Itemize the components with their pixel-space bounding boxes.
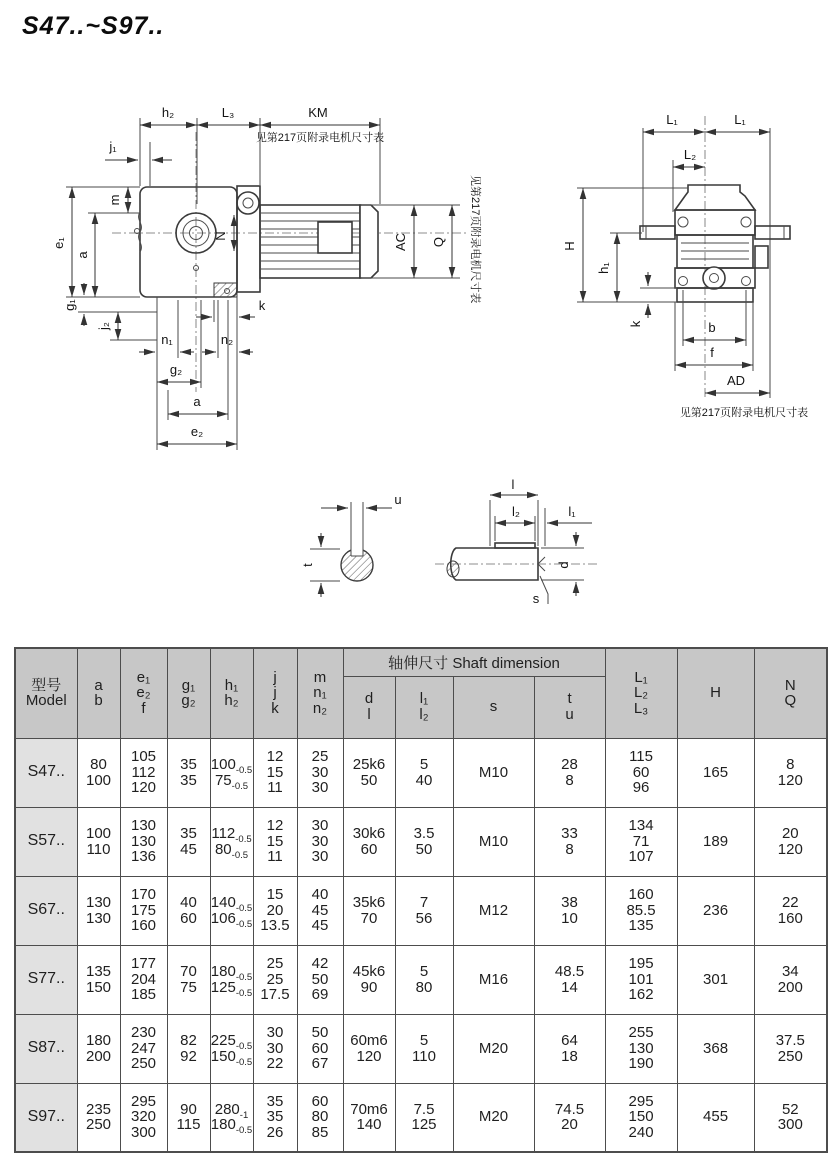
cell-l12: 5 110 <box>395 1014 453 1083</box>
cell-h: $100_{-0.5}$ $75_{-0.5}$ <box>210 738 253 807</box>
page-title: S47..~S97.. <box>22 12 165 40</box>
cell-H: 189 <box>677 807 754 876</box>
col-header-model-zh: 型号 <box>31 676 62 694</box>
cell-H: 301 <box>677 945 754 1014</box>
cell-model: S87.. <box>15 1014 77 1083</box>
cell-s: M20 <box>453 1014 534 1083</box>
dim-label-d: d <box>556 561 571 569</box>
cell-dl: 30k6 60 <box>343 807 395 876</box>
cell-l12: 5 40 <box>395 738 453 807</box>
dim-label-AD: AD <box>726 373 746 388</box>
cell-l12: 7 56 <box>395 876 453 945</box>
dim-label-s: s <box>532 591 540 606</box>
col-header-H: H <box>677 648 754 738</box>
cell-mn: 40 45 45 <box>297 876 343 945</box>
cell-ef: 230 247 250 <box>120 1014 167 1083</box>
dim-label-AC: AC <box>393 232 408 252</box>
col-header-h: h₁ h₂ <box>210 648 253 738</box>
cell-jk: 35 35 26 <box>253 1083 297 1152</box>
cell-L: 134 71 107 <box>605 807 677 876</box>
cell-l12: 5 80 <box>395 945 453 1014</box>
cell-g: 35 35 <box>167 738 210 807</box>
cell-l12: 7.5 125 <box>395 1083 453 1152</box>
col-header-mn: m n₁ n₂ <box>297 648 343 738</box>
cell-H: 368 <box>677 1014 754 1083</box>
dim-label-k-side: k <box>258 298 266 313</box>
motor-note-vertical-text: 见第217页附录电机尺寸表 <box>469 175 481 304</box>
cell-dl: 25k6 50 <box>343 738 395 807</box>
cell-tu: 48.5 14 <box>534 945 605 1014</box>
cell-mn: 50 60 67 <box>297 1014 343 1083</box>
dim-label-m: m <box>107 194 122 206</box>
cell-dl: 35k6 70 <box>343 876 395 945</box>
cell-ef: 295 320 300 <box>120 1083 167 1152</box>
col-header-shaft-group: 轴伸尺寸 Shaft dimension <box>343 648 605 676</box>
dim-label-L1-left: L₁ <box>666 112 678 127</box>
dim-label-e1: e₁ <box>51 237 66 249</box>
cell-mn: 25 30 30 <box>297 738 343 807</box>
dimension-table <box>14 647 828 1153</box>
dim-label-k-front: k <box>628 320 643 328</box>
cell-H: 236 <box>677 876 754 945</box>
dim-label-a-bottom: a <box>193 394 201 409</box>
cell-g: 35 45 <box>167 807 210 876</box>
cell-L: 195 101 162 <box>605 945 677 1014</box>
cell-s: M10 <box>453 738 534 807</box>
motor-note-text: 见第217页附录电机尺寸表 <box>255 132 385 144</box>
table-row <box>15 1014 827 1083</box>
cell-ab: 130 130 <box>77 876 120 945</box>
side-view-drawing <box>51 105 483 450</box>
cell-NQ: 22 160 <box>754 876 827 945</box>
cell-NQ: 8 120 <box>754 738 827 807</box>
col-header-ab: a b <box>77 648 120 738</box>
table-row <box>15 1083 827 1152</box>
cell-l12: 3.5 50 <box>395 807 453 876</box>
dim-label-u: u <box>394 492 402 507</box>
cell-L: 115 60 96 <box>605 738 677 807</box>
dim-label-l2: l₂ <box>512 504 520 519</box>
cell-ef: 170 175 160 <box>120 876 167 945</box>
col-header-jk: j j k <box>253 648 297 738</box>
cell-H: 165 <box>677 738 754 807</box>
cell-L: 160 85.5 135 <box>605 876 677 945</box>
table-row <box>15 738 827 807</box>
cell-s: M20 <box>453 1083 534 1152</box>
front-view-drawing <box>562 112 808 419</box>
cell-NQ: 37.5 250 <box>754 1014 827 1083</box>
dim-label-L3: L₃ <box>221 105 235 120</box>
cell-tu: 64 18 <box>534 1014 605 1083</box>
cell-ef: 177 204 185 <box>120 945 167 1014</box>
cell-NQ: 52 300 <box>754 1083 827 1152</box>
col-header-NQ: N Q <box>754 648 827 738</box>
cell-g: 90 115 <box>167 1083 210 1152</box>
cell-ab: 180 200 <box>77 1014 120 1083</box>
motor-note-text-right: 见第217页附录电机尺寸表 <box>679 407 809 419</box>
cell-s: M12 <box>453 876 534 945</box>
col-header-l12: l₁ l₂ <box>395 676 453 738</box>
cell-jk: 30 30 22 <box>253 1014 297 1083</box>
cell-s: M16 <box>453 945 534 1014</box>
cell-g: 82 92 <box>167 1014 210 1083</box>
dim-label-L2: L₂ <box>683 147 697 162</box>
dim-label-b: b <box>708 320 716 335</box>
dim-label-l1: l₁ <box>568 504 576 519</box>
col-header-model <box>15 648 77 738</box>
cell-h: $225_{-0.5}$ $150_{-0.5}$ <box>210 1014 253 1083</box>
col-header-g: g₁ g₂ <box>167 648 210 738</box>
col-header-model-en: Model <box>25 692 67 710</box>
cell-ab: 100 110 <box>77 807 120 876</box>
dim-label-l: l <box>511 477 515 492</box>
cell-tu: 28 8 <box>534 738 605 807</box>
cell-jk: 12 15 11 <box>253 738 297 807</box>
cell-h: $280_{-1}$ $180_{-0.5}$ <box>210 1083 253 1152</box>
cell-dl: 45k6 90 <box>343 945 395 1014</box>
dim-label-N: N <box>213 231 228 241</box>
shaft-side-drawing <box>435 477 600 606</box>
cell-tu: 74.5 20 <box>534 1083 605 1152</box>
cell-dl: 70m6 140 <box>343 1083 395 1152</box>
dim-label-j1: j₁ <box>109 139 117 154</box>
cell-h: $112_{-0.5}$ $80_{-0.5}$ <box>210 807 253 876</box>
cell-ab: 235 250 <box>77 1083 120 1152</box>
cell-g: 40 60 <box>167 876 210 945</box>
cell-jk: 25 25 17.5 <box>253 945 297 1014</box>
dim-label-h1: h₁ <box>596 262 611 274</box>
col-header-ef: e₁ e₂ f <box>120 648 167 738</box>
dim-label-e2: e₂ <box>190 424 204 439</box>
cell-L: 295 150 240 <box>605 1083 677 1152</box>
cell-jk: 12 15 11 <box>253 807 297 876</box>
cell-ab: 80 100 <box>77 738 120 807</box>
cell-g: 70 75 <box>167 945 210 1014</box>
cell-mn: 42 50 69 <box>297 945 343 1014</box>
cell-tu: 33 8 <box>534 807 605 876</box>
shaft-section-drawing <box>300 492 402 597</box>
dim-label-g1: g₁ <box>62 299 77 311</box>
cell-ef: 130 130 136 <box>120 807 167 876</box>
cell-model: S97.. <box>15 1083 77 1152</box>
col-header-s: s <box>453 676 534 738</box>
dim-label-a-left: a <box>75 251 90 259</box>
cell-ef: 105 112 120 <box>120 738 167 807</box>
cell-tu: 38 10 <box>534 876 605 945</box>
cell-L: 255 130 190 <box>605 1014 677 1083</box>
cell-ab: 135 150 <box>77 945 120 1014</box>
cell-H: 455 <box>677 1083 754 1152</box>
cell-s: M10 <box>453 807 534 876</box>
cell-NQ: 20 120 <box>754 807 827 876</box>
dim-label-KM: KM <box>308 105 328 120</box>
dim-label-f: f <box>710 345 714 360</box>
col-header-L: L₁ L₂ L₃ <box>605 648 677 738</box>
cell-NQ: 34 200 <box>754 945 827 1014</box>
dim-label-L1-right: L₁ <box>734 112 746 127</box>
cell-h: $180_{-0.5}$ $125_{-0.5}$ <box>210 945 253 1014</box>
cell-mn: 30 30 30 <box>297 807 343 876</box>
dim-label-Q: Q <box>431 236 446 248</box>
table-row <box>15 807 827 876</box>
cell-mn: 60 80 85 <box>297 1083 343 1152</box>
col-header-tu: t u <box>534 676 605 738</box>
table-row <box>15 945 827 1014</box>
cell-model: S77.. <box>15 945 77 1014</box>
dim-label-j2: j₂ <box>96 322 111 330</box>
table-row <box>15 876 827 945</box>
cell-model: S67.. <box>15 876 77 945</box>
col-header-dl: d l <box>343 676 395 738</box>
cell-model: S47.. <box>15 738 77 807</box>
dim-label-H: H <box>562 241 577 251</box>
cell-model: S57.. <box>15 807 77 876</box>
dim-label-h2: h₂ <box>161 105 175 120</box>
dim-label-n1: n₁ <box>161 332 173 347</box>
dim-label-g2: g₂ <box>169 362 183 377</box>
dim-label-n2: n₂ <box>220 332 234 347</box>
cell-dl: 60m6 120 <box>343 1014 395 1083</box>
cell-h: $140_{-0.5}$ $106_{-0.5}$ <box>210 876 253 945</box>
dim-label-t: t <box>300 563 315 567</box>
cell-jk: 15 20 13.5 <box>253 876 297 945</box>
